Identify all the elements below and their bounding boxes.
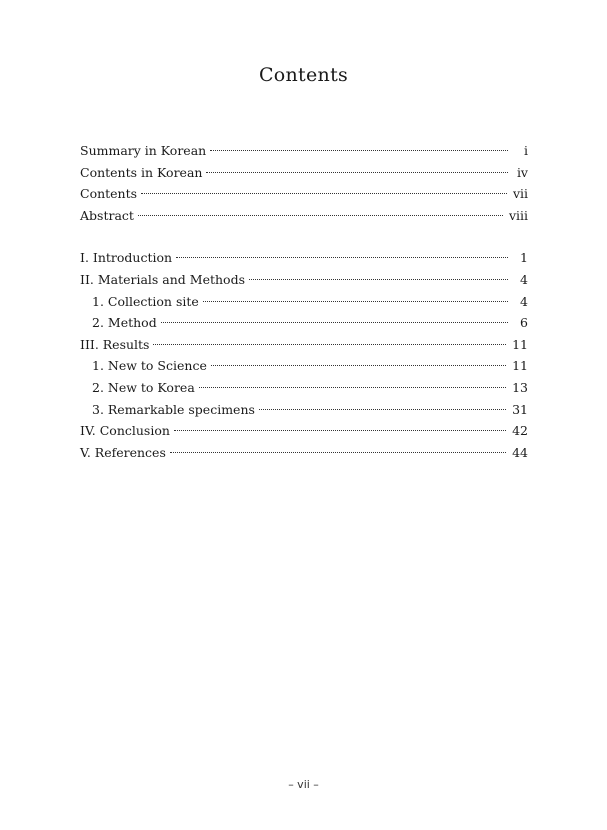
dot-leader bbox=[138, 215, 503, 216]
toc-entry-label: III. Results bbox=[80, 336, 150, 352]
toc-entry[interactable] bbox=[80, 420, 528, 442]
dot-leader bbox=[174, 430, 506, 431]
toc-entry-page: viii bbox=[508, 207, 528, 223]
table-of-contents bbox=[80, 140, 528, 463]
toc-entry-page: i bbox=[524, 143, 528, 158]
chapter-list bbox=[80, 247, 528, 463]
toc-entry[interactable] bbox=[80, 442, 528, 464]
toc-entry-label: II. Materials and Methods bbox=[80, 271, 245, 287]
toc-entry-page: 44 bbox=[512, 444, 528, 460]
dot-leader bbox=[211, 365, 506, 366]
toc-entry-page: 11 bbox=[512, 336, 528, 352]
toc-entry-label: Summary in Korean bbox=[80, 143, 207, 158]
dot-leader bbox=[176, 257, 508, 258]
toc-entry[interactable] bbox=[80, 183, 528, 205]
dot-leader bbox=[206, 172, 508, 173]
front-matter-list bbox=[80, 140, 528, 226]
dot-leader bbox=[141, 193, 507, 194]
toc-entry-label: 2. New to Korea bbox=[92, 379, 195, 395]
toc-entry-label: 3. Remarkable specimens bbox=[92, 401, 255, 417]
toc-entry-label: 2. Method bbox=[92, 315, 157, 331]
toc-entry-label: I. Introduction bbox=[80, 250, 173, 266]
toc-entry-label: Contents in Korean bbox=[80, 164, 203, 180]
toc-entry-page: 4 bbox=[520, 271, 528, 287]
dot-leader bbox=[203, 301, 508, 302]
toc-entry-page: 6 bbox=[520, 315, 528, 331]
toc-entry-page: 31 bbox=[512, 401, 528, 417]
toc-entry-label: Contents bbox=[80, 186, 138, 202]
dot-leader bbox=[210, 150, 508, 151]
toc-entry[interactable] bbox=[80, 205, 528, 227]
toc-entry[interactable] bbox=[80, 334, 528, 356]
dot-leader bbox=[161, 322, 508, 323]
toc-entry-page: 13 bbox=[512, 379, 528, 395]
dot-leader bbox=[153, 344, 506, 345]
toc-entry-label: 1. Collection site bbox=[92, 293, 199, 309]
toc-entry[interactable] bbox=[80, 269, 528, 291]
toc-entry[interactable] bbox=[80, 162, 528, 184]
page-number-footer: – vii – bbox=[288, 778, 319, 791]
toc-entry-label: Abstract bbox=[80, 207, 134, 223]
toc-subentry[interactable] bbox=[80, 377, 528, 399]
toc-entry-page: vii bbox=[512, 186, 528, 202]
toc-entry-page: 42 bbox=[512, 423, 528, 439]
toc-entry-label: V. References bbox=[80, 444, 166, 460]
dot-leader bbox=[249, 279, 508, 280]
dot-leader bbox=[199, 387, 506, 388]
dot-leader bbox=[170, 452, 506, 453]
toc-entry[interactable] bbox=[80, 247, 528, 269]
toc-entry-label: IV. Conclusion bbox=[80, 423, 170, 439]
toc-entry-page: 11 bbox=[512, 358, 528, 374]
toc-entry-page: 1 bbox=[520, 250, 528, 266]
toc-entry-page: 4 bbox=[520, 293, 528, 309]
toc-entry-label: 1. New to Science bbox=[92, 358, 207, 374]
toc-subentry[interactable] bbox=[80, 355, 528, 377]
page-title: Contents bbox=[258, 64, 349, 86]
toc-subentry[interactable] bbox=[80, 312, 528, 334]
toc-subentry[interactable] bbox=[80, 291, 528, 313]
toc-entry[interactable] bbox=[80, 140, 528, 162]
toc-entry-page: iv bbox=[516, 164, 528, 180]
toc-subentry[interactable] bbox=[80, 399, 528, 421]
dot-leader bbox=[259, 409, 506, 410]
